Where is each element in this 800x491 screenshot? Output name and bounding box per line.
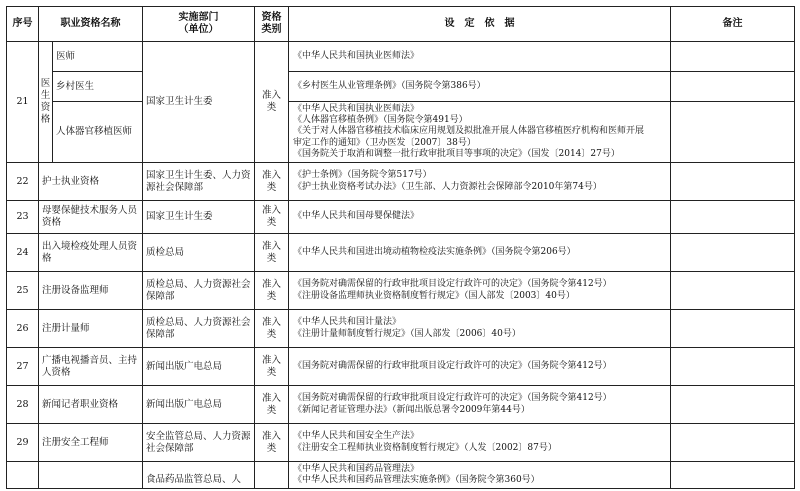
seq-cell: 25 — [7, 272, 39, 310]
note-cell — [671, 201, 795, 234]
basis-line: 《注册设备监理师执业资格制度暂行规定》（国人部发〔2003〕40号） — [293, 290, 575, 301]
dept-cell: 食品药品监管总局、人 — [143, 462, 255, 489]
header-note: 备注 — [671, 7, 795, 42]
table-row-21a — [7, 42, 795, 72]
type-cell — [255, 462, 289, 489]
header-type-sub: 类别 — [261, 24, 282, 35]
note-cell — [671, 102, 795, 163]
header-dept-main: 实施部门 — [178, 12, 219, 23]
note-cell — [671, 42, 795, 72]
name-cell: 注册设备监理师 — [39, 272, 143, 310]
type-cell: 准入类 — [255, 386, 289, 424]
table-row-21c — [7, 102, 795, 163]
note-cell — [671, 348, 795, 386]
basis-line: 《关于对人体器官移植技术临床应用规划及拟批准开展人体器官移植医疗机构和医师开展 — [293, 126, 645, 137]
basis-cell — [289, 42, 671, 72]
header-dept — [143, 7, 255, 42]
seq-cell: 23 — [7, 201, 39, 234]
note-cell — [671, 310, 795, 348]
basis-line: 《中华人民共和国药品管理法实施条例》（国务院令第360号） — [293, 475, 540, 486]
table-row-30 — [7, 462, 795, 489]
basis-line: 《国务院对确需保留的行政审批项目设定行政许可的决定》（国务院令第412号） — [293, 279, 612, 290]
header-basis: 设 定 依 据 — [289, 7, 671, 42]
name-cell: 人体器官移植医师 — [53, 102, 143, 163]
table-row-29 — [7, 424, 795, 462]
type-cell: 准入类 — [255, 424, 289, 462]
group-cell: 医生资格 — [39, 42, 53, 163]
table-row-27 — [7, 348, 795, 386]
header-type-main: 资格 — [261, 12, 282, 23]
name-cell: 医师 — [53, 42, 143, 72]
basis-line: 《中华人民共和国药品管理法》 — [293, 464, 420, 475]
basis-line: 《国务院对确需保留的行政审批项目设定行政许可的决定》（国务院令第412号） — [293, 393, 612, 404]
basis-cell — [289, 72, 671, 102]
table-row-24 — [7, 234, 795, 272]
dept-cell: 质检总局、人力资源社会保障部 — [143, 272, 255, 310]
basis-line: 《护士执业资格考试办法》（卫生部、人力资源社会保障部令2010年第74号） — [293, 181, 602, 192]
basis-line: 《国务院关于取消和调整一批行政审批项目等事项的决定》（国发〔2014〕27号） — [293, 148, 620, 159]
note-cell — [671, 234, 795, 272]
header-row — [7, 7, 795, 42]
header-name: 职业资格名称 — [39, 7, 143, 42]
type-cell: 准入类 — [255, 348, 289, 386]
basis-cell — [289, 310, 671, 348]
note-cell — [671, 272, 795, 310]
basis-cell — [289, 272, 671, 310]
name-cell: 护士执业资格 — [39, 163, 143, 201]
note-cell — [671, 386, 795, 424]
note-cell — [671, 163, 795, 201]
table-row-21b — [7, 72, 795, 102]
basis-cell — [289, 462, 671, 489]
seq-cell: 28 — [7, 386, 39, 424]
basis-cell — [289, 348, 671, 386]
basis-line: 《新闻记者证管理办法》（新闻出版总署令2009年第44号） — [293, 404, 530, 415]
type-cell: 准入类 — [255, 201, 289, 234]
dept-cell: 新闻出版广电总局 — [143, 348, 255, 386]
basis-cell — [289, 102, 671, 163]
seq-cell: 24 — [7, 234, 39, 272]
seq-cell: 27 — [7, 348, 39, 386]
name-cell: 广播电视播音员、主持人资格 — [39, 348, 143, 386]
basis-cell — [289, 424, 671, 462]
name-cell: 母婴保健技术服务人员资格 — [39, 201, 143, 234]
type-cell: 准入类 — [255, 234, 289, 272]
basis-cell — [289, 163, 671, 201]
qualification-table — [6, 6, 795, 489]
basis-line: 《注册计量师制度暂行规定》（国人部发〔2006〕40号） — [293, 328, 521, 339]
basis-line: 《国务院对确需保留的行政审批项目设定行政许可的决定》（国务院令第412号） — [293, 360, 612, 371]
basis-line: 《中华人民共和国执业医师法》 — [293, 104, 420, 114]
dept-cell: 国家卫生计生委、人力资源社会保障部 — [143, 163, 255, 201]
basis-line: 《中华人民共和国母婴保健法》 — [293, 211, 420, 222]
name-cell: 新闻记者职业资格 — [39, 386, 143, 424]
seq-cell: 26 — [7, 310, 39, 348]
basis-line: 《中华人民共和国进出境动植物检疫法实施条例》（国务院令第206号） — [293, 246, 576, 257]
name-cell — [39, 462, 143, 489]
note-cell — [671, 462, 795, 489]
table-row-23 — [7, 201, 795, 234]
basis-line: 《护士条例》（国务院令第517号） — [293, 170, 432, 181]
type-cell: 准入类 — [255, 310, 289, 348]
dept-cell: 质检总局 — [143, 234, 255, 272]
header-dept-sub: （单位） — [178, 24, 219, 35]
header-seq: 序号 — [7, 7, 39, 42]
basis-line: 《中华人民共和国安全生产法》 — [293, 431, 420, 442]
dept-cell: 新闻出版广电总局 — [143, 386, 255, 424]
basis-line: 《注册安全工程师执业资格制度暂行规定》（人发〔2002〕87号） — [293, 442, 557, 453]
basis-cell — [289, 234, 671, 272]
table-row-26 — [7, 310, 795, 348]
table-row-28 — [7, 386, 795, 424]
type-cell: 准入类 — [255, 272, 289, 310]
name-cell: 乡村医生 — [53, 72, 143, 102]
type-cell: 准入类 — [255, 42, 289, 163]
seq-cell: 21 — [7, 42, 39, 163]
dept-cell: 国家卫生计生委 — [143, 201, 255, 234]
seq-cell — [7, 462, 39, 489]
basis-cell — [289, 201, 671, 234]
basis-line: 《乡村医生从业管理条例》（国务院令第386号） — [293, 80, 486, 91]
seq-cell: 22 — [7, 163, 39, 201]
name-cell: 注册安全工程师 — [39, 424, 143, 462]
name-cell: 注册计量师 — [39, 310, 143, 348]
basis-cell — [289, 386, 671, 424]
dept-cell: 安全监管总局、人力资源社会保障部 — [143, 424, 255, 462]
seq-cell: 29 — [7, 424, 39, 462]
basis-line: 审定工作的通知》（卫办医发〔2007〕38号） — [293, 137, 476, 148]
basis-line: 《中华人民共和国执业医师法》 — [293, 50, 420, 61]
dept-cell: 国家卫生计生委 — [143, 42, 255, 163]
basis-line: 《中华人民共和国计量法》 — [293, 317, 402, 328]
table-row-25 — [7, 272, 795, 310]
type-cell: 准入类 — [255, 163, 289, 201]
note-cell — [671, 72, 795, 102]
basis-line: 《人体器官移植条例》（国务院令第491号） — [293, 115, 468, 126]
header-type — [255, 7, 289, 42]
note-cell — [671, 424, 795, 462]
name-cell: 出入境检疫处理人员资格 — [39, 234, 143, 272]
table-row-22 — [7, 163, 795, 201]
dept-cell: 质检总局、人力资源社会保障部 — [143, 310, 255, 348]
